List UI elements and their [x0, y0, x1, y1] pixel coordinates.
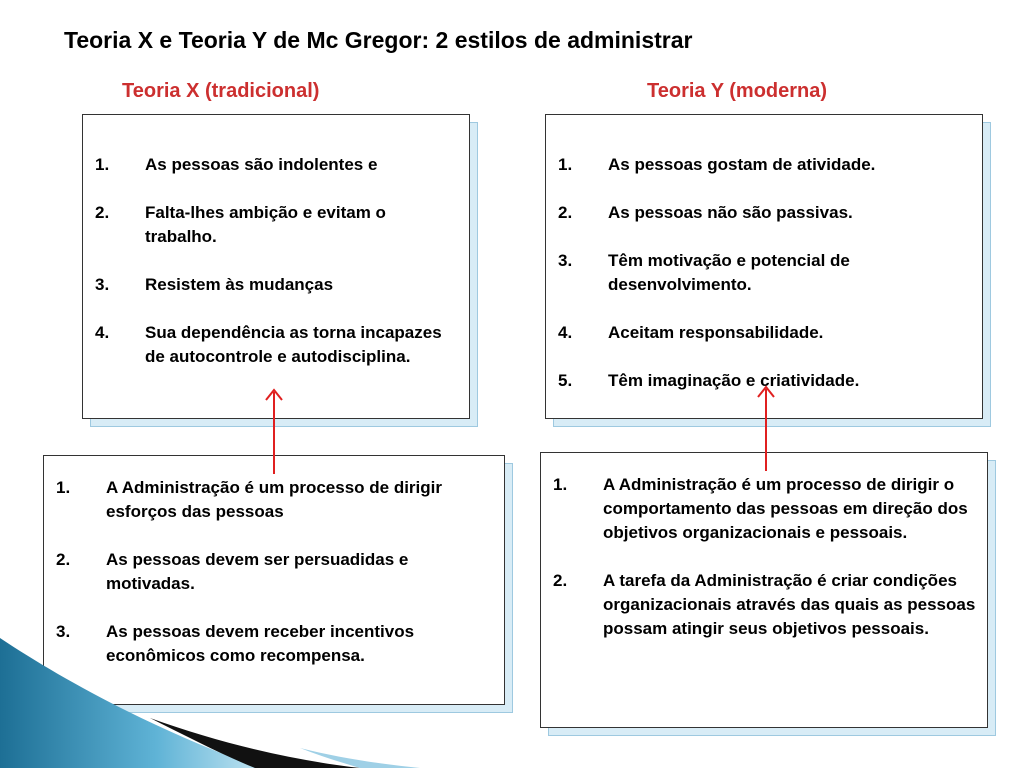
item-text: Aceitam responsabilidade. — [608, 323, 824, 342]
list-item — [95, 153, 461, 177]
theory-y-heading: Teoria Y (moderna) — [647, 80, 828, 102]
box-panel — [540, 452, 988, 728]
list-item — [553, 473, 981, 545]
theory-y-assumptions-box — [545, 114, 983, 419]
theory-x-assumptions-list — [95, 153, 461, 369]
arrow-up-icon — [754, 383, 778, 473]
list-item — [558, 249, 974, 297]
item-text: A Administração é um processo de dirigir esforços das pessoas — [106, 478, 442, 521]
item-text: Resistem às mudanças — [145, 275, 334, 294]
list-item — [553, 569, 981, 641]
item-number: 2. — [56, 550, 71, 569]
theory-y-administration-list — [553, 473, 981, 641]
item-text: Sua dependência as torna incapazes de autocontrole e autodisciplina. — [145, 323, 442, 366]
theory-x-assumptions-box — [82, 114, 470, 419]
item-number: 2. — [95, 203, 110, 222]
item-text: As pessoas não são passivas. — [608, 203, 853, 222]
list-item — [56, 548, 498, 596]
item-text: A Administração é um processo de dirigir o comportamento das pessoas em direção dos objetivos organizacionais e pessoais. — [603, 475, 968, 542]
decorative-swoosh — [0, 638, 420, 768]
item-text: A tarefa da Administração é criar condições organizacionais através das quais as pessoas possam atingir seus objetivos pessoais. — [603, 571, 976, 638]
item-text: Têm imaginação e criatividade. — [608, 371, 860, 390]
item-number: 4. — [95, 323, 110, 342]
theory-x-heading: Teoria X (tradicional) — [122, 80, 320, 102]
theory-y-assumptions-list — [558, 153, 974, 393]
item-number: 1. — [553, 475, 568, 494]
theory-y-administration-box — [540, 452, 988, 728]
list-item — [95, 321, 461, 369]
item-number: 2. — [558, 203, 573, 222]
list-item — [56, 476, 498, 524]
list-item — [95, 201, 461, 249]
item-number: 1. — [95, 155, 110, 174]
item-text: As pessoas são indolentes e — [145, 155, 378, 174]
arrow-up-icon — [262, 386, 286, 476]
box-panel — [545, 114, 983, 419]
item-number: 2. — [553, 571, 568, 590]
item-number: 1. — [558, 155, 573, 174]
list-item — [558, 153, 974, 177]
item-text: As pessoas devem receber incentivos econômicos como recompensa. — [106, 622, 415, 665]
list-item — [558, 321, 974, 345]
item-text: Têm motivação e potencial de desenvolvimento. — [608, 251, 850, 294]
item-text: As pessoas gostam de atividade. — [608, 155, 876, 174]
item-number: 3. — [95, 275, 110, 294]
item-number: 5. — [558, 371, 573, 390]
item-text: As pessoas devem ser persuadidas e motivadas. — [106, 550, 409, 593]
item-number: 1. — [56, 478, 71, 497]
item-text: Falta-lhes ambição e evitam o trabalho. — [145, 203, 386, 246]
item-number: 3. — [558, 251, 573, 270]
list-item — [558, 201, 974, 225]
slide-title: Teoria X e Teoria Y de Mc Gregor: 2 estilos de administrar — [64, 27, 693, 53]
box-panel — [82, 114, 470, 419]
list-item — [95, 273, 461, 297]
item-number: 3. — [56, 622, 71, 641]
item-number: 4. — [558, 323, 573, 342]
